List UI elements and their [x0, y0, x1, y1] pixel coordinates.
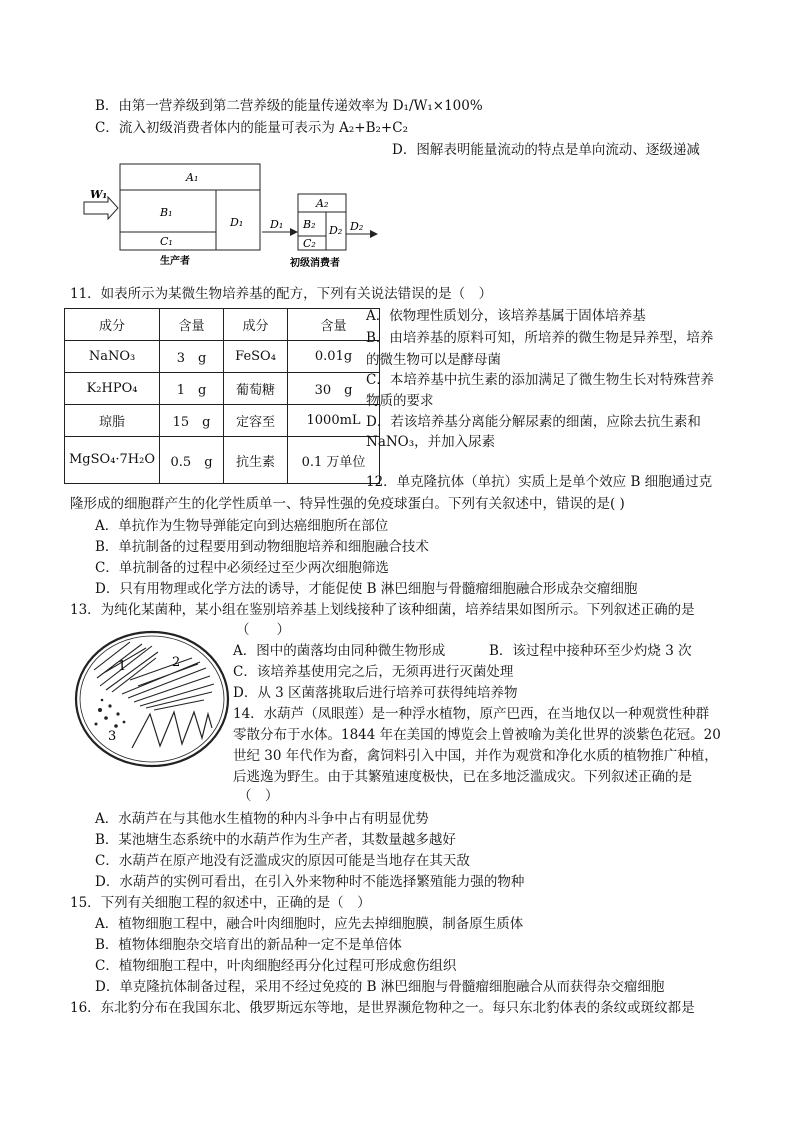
table-row [65, 437, 380, 484]
q14-option-d: D．水葫芦的实例可看出，在引入外来物种时不能选择繁殖能力强的物种 [95, 874, 525, 890]
table-header: 含量 [160, 309, 224, 341]
q16-stem: 16．东北豹分布在我国东北、俄罗斯远东等地，是世界濒危物种之一。每只东北豹体表的条纹或斑纹都是 [70, 1000, 695, 1016]
zone-3-label: 3 [108, 729, 117, 744]
q12-option-a: A．单抗作为生物导弹能定向到达癌细胞所在部位 [95, 518, 389, 534]
table-cell: MgSO₄·7H₂O [65, 437, 160, 484]
q13-stem: 13．为纯化某菌种，某小组在鉴别培养基上划线接种了该种细菌，培养结果如图所示。下列叙述正确的是 [70, 602, 695, 618]
q10-option-b: B．由第一营养级到第二营养级的能量传递效率为 D₁/W₁×100% [95, 98, 483, 114]
q11-option-a: A．依物理性质划分，该培养基属于固体培养基 [366, 308, 646, 324]
consumer-label: 初级消费者 [290, 258, 340, 269]
q15-stem: 15．下列有关细胞工程的叙述中，正确的是（ ） [70, 895, 371, 911]
table-header: 成分 [224, 309, 288, 341]
table-cell: 琼脂 [65, 405, 160, 437]
q12-option-c: C．单抗制备的过程中必须经过至少两次细胞筛选 [95, 560, 389, 576]
b1-label: B₁ [160, 206, 173, 219]
q14-line2: 零散分布于水体。1844 年在美国的博览会上曾被喻为美化世界的淡紫色花冠。20 [233, 727, 721, 743]
q12-option-d: D．只有用物理或化学方法的诱导，才能促使 B 淋巴细胞与骨髓瘤细胞融合形成杂交瘤细胞 [95, 581, 638, 597]
table-cell: 30 g [288, 373, 380, 405]
table-row [65, 373, 380, 405]
q13-option-a: A．图中的菌落均由同种微生物形成 [233, 643, 446, 659]
table-header: 成分 [65, 309, 160, 341]
q11-option-d-line1: D．若该培养基分离能分解尿素的细菌，应除去抗生素和 [366, 414, 701, 430]
c2-label: C₂ [303, 237, 316, 250]
table-cell: 定容至 [224, 405, 288, 437]
table-cell: NaNO₃ [65, 341, 160, 373]
q15-option-a: A．植物细胞工程中，融合叶肉细胞时，应先去掉细胞膜，制备原生质体 [95, 916, 524, 932]
table-header: 含量 [288, 309, 380, 341]
zone-1-label: 1 [118, 659, 127, 674]
medium-recipe-table [64, 308, 380, 484]
table-cell: K₂HPO₄ [65, 373, 160, 405]
q11-option-c-line1: C．本培养基中抗生素的添加满足了微生物生长对特殊营养 [366, 372, 714, 388]
energy-flow-diagram [78, 160, 388, 272]
d2-arrow-label: D₂ [350, 220, 364, 233]
q11-option-d-line2: NaNO₃，并加入尿素 [366, 434, 496, 450]
table-cell: 3 g [160, 341, 224, 373]
table-cell: 抗生素 [224, 437, 288, 484]
w1-label: W₁ [90, 188, 108, 201]
c1-label: C₁ [160, 235, 173, 248]
q13-paren: （ ） [236, 622, 290, 638]
q10-option-d: D．图解表明能量流动的特点是单向流动、逐级递减 [392, 142, 700, 158]
q11-option-b-line2: 的微生物可以是酵母菌 [366, 352, 501, 368]
table-row [65, 341, 380, 373]
streak-plate-figure [72, 628, 232, 770]
table-cell: FeSO₄ [224, 341, 288, 373]
q10-option-c: C．流入初级消费者体内的能量可表示为 A₂+B₂+C₂ [95, 120, 408, 136]
q14-option-a: A．水葫芦在与其他水生植物的种内斗争中占有明显优势 [95, 811, 429, 827]
q12-stem-line1: 12．单克隆抗体（单抗）实质上是单个效应 B 细胞通过克 [366, 474, 713, 490]
a2-label: A₂ [316, 197, 329, 210]
q13-option-d: D．从 3 区菌落挑取后进行培养可获得纯培养物 [233, 685, 518, 701]
q15-option-b: B．植物体细胞杂交培育出的新品种一定不是单倍体 [95, 937, 402, 953]
q11-option-b-line1: B．由培养基的原料可知，所培养的微生物是异养型，培养 [366, 330, 714, 346]
q13-option-b: B．该过程中接种环至少灼烧 3 次 [489, 643, 692, 659]
q13-option-c: C．该培养基使用完之后，无须再进行灭菌处理 [233, 664, 514, 680]
table-row [65, 405, 380, 437]
q14-line3: 世纪 30 年代作为畜，禽饲料引入中国，并作为观赏和净化水质的植物推广种植， [233, 748, 718, 764]
q14-line1: 14．水葫芦（凤眼莲）是一种浮水植物，原产巴西，在当地仅以一种观赏性种群 [233, 706, 710, 722]
q15-option-d: D．单克隆抗体制备过程，采用不经过免疫的 B 淋巴细胞与骨髓瘤细胞融合从而获得杂交瘤细胞 [95, 979, 665, 995]
q14-option-c: C．水葫芦在原产地没有泛滥成灾的原因可能是当地存在其天敌 [95, 853, 470, 869]
table-cell: 15 g [160, 405, 224, 437]
q14-line4: 后逃逸为野生。由于其繁殖速度极快，已在多地泛滥成灾。下列叙述正确的是 [233, 769, 692, 785]
producer-label: 生产者 [160, 256, 190, 267]
q14-paren: （ ） [238, 788, 279, 804]
q11-option-c-line2: 物质的要求 [366, 393, 434, 409]
d1-arrow-label: D₁ [270, 218, 284, 231]
table-cell: 0.01g [288, 341, 380, 373]
b2-label: B₂ [303, 218, 316, 231]
d1-label: D₁ [230, 216, 244, 229]
q14-option-b: B．某池塘生态系统中的水葫芦作为生产者，其数量越多越好 [95, 832, 456, 848]
a1-label: A₁ [186, 171, 199, 184]
petri-dish [76, 632, 228, 766]
table-cell: 1 g [160, 373, 224, 405]
table-cell: 0.1 万单位 [288, 437, 380, 484]
q12-option-b: B．单抗制备的过程要用到动物细胞培养和细胞融合技术 [95, 539, 429, 555]
table-cell: 1000mL [288, 405, 380, 437]
table-header-row [65, 309, 380, 341]
q12-stem-line2: 隆形成的细胞群产生的化学性质单一、特异性强的免疫球蛋白。下列有关叙述中，错误的是( ) [70, 496, 625, 512]
q11-stem: 11．如表所示为某微生物培养基的配方，下列有关说法错误的是（ ） [70, 286, 493, 302]
zone-2-label: 2 [172, 655, 181, 670]
d2-label: D₂ [329, 224, 343, 237]
q15-option-c: C．植物细胞工程中，叶肉细胞经再分化过程可形成愈伤组织 [95, 958, 457, 974]
table-cell: 葡萄糖 [224, 373, 288, 405]
table-cell: 0.5 g [160, 437, 224, 484]
